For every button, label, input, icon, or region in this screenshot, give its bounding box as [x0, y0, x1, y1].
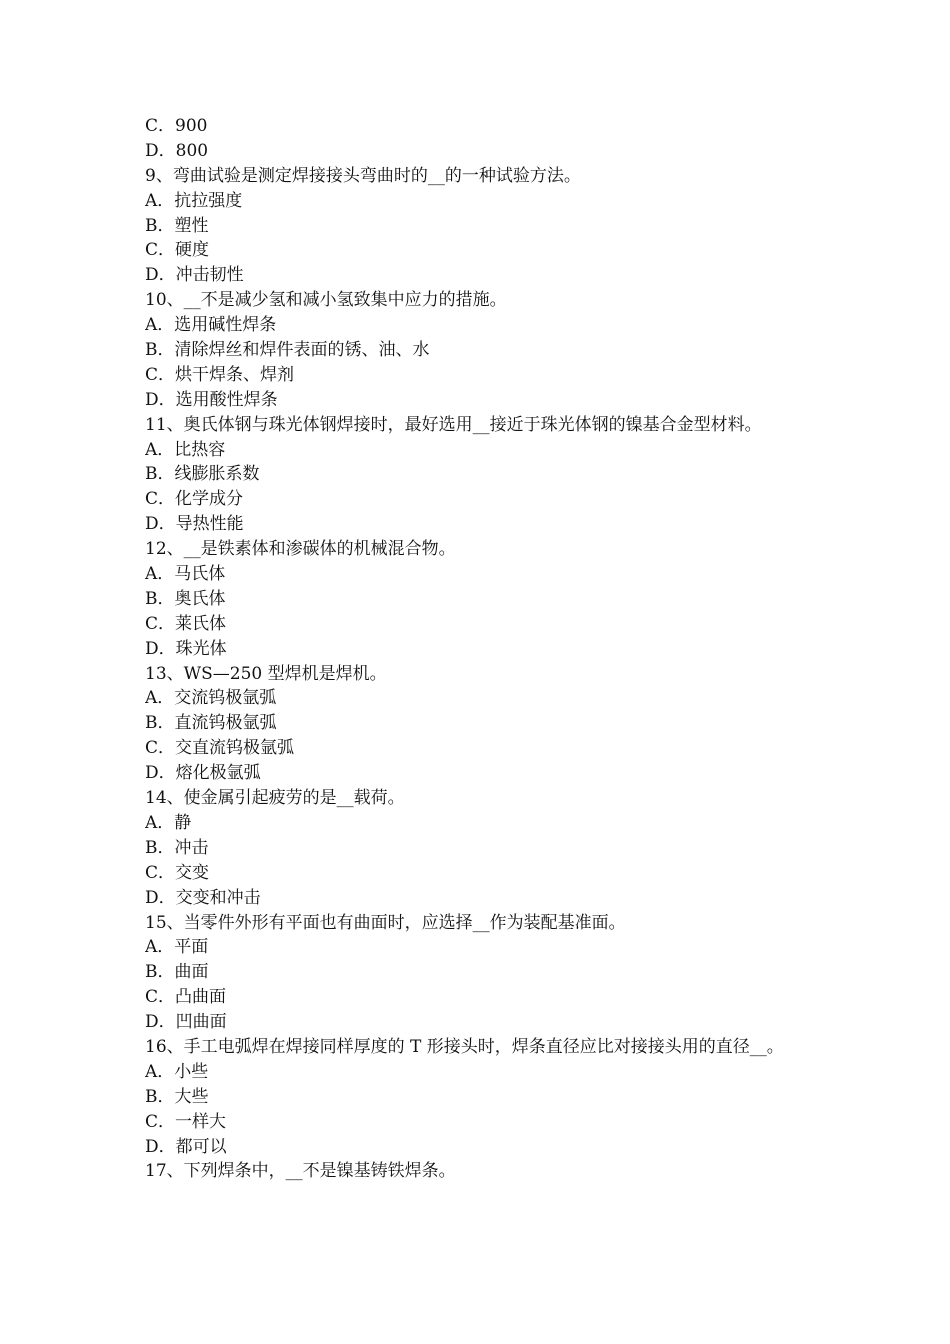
question-line: 13、WS—250 型焊机是焊机。: [145, 663, 387, 684]
option-line: D．导热性能: [145, 514, 244, 535]
option-line: C．交直流钨极氩弧: [145, 738, 295, 759]
question-line: 17、下列焊条中，__不是镍基铸铁焊条。: [145, 1161, 456, 1182]
option-line: B．直流钨极氩弧: [145, 713, 277, 734]
option-line: A．选用碱性焊条: [145, 315, 277, 336]
option-line: A．抗拉强度: [145, 190, 243, 211]
option-line: D．都可以: [145, 1136, 227, 1157]
option-line: D．800: [145, 140, 209, 161]
question-line: 11、奥氏体钢与珠光体钢焊接时，最好选用__接近于珠光体钢的镍基合金型材料。: [145, 414, 762, 435]
option-line: A．比热容: [145, 439, 226, 460]
question-line: 12、__是铁素体和渗碳体的机械混合物。: [145, 539, 456, 560]
option-line: B．清除焊丝和焊件表面的锈、油、水: [145, 340, 430, 361]
option-line: B．大些: [145, 1086, 209, 1107]
option-line: C．一样大: [145, 1111, 227, 1132]
option-line: B．塑性: [145, 215, 209, 236]
option-line: C．莱氏体: [145, 613, 227, 634]
question-line: 15、当零件外形有平面也有曲面时，应选择__作为装配基准面。: [145, 912, 626, 933]
option-line: B．曲面: [145, 962, 209, 983]
document-page: [145, 114, 815, 1184]
option-line: A．马氏体: [145, 564, 226, 585]
question-line: 14、使金属引起疲劳的是__载荷。: [145, 788, 405, 809]
option-line: D．凹曲面: [145, 1012, 227, 1033]
option-line: B．奥氏体: [145, 588, 226, 609]
option-line: D．珠光体: [145, 638, 227, 659]
option-line: B．线膨胀系数: [145, 464, 260, 485]
option-line: D．熔化极氩弧: [145, 763, 261, 784]
option-line: D．冲击韧性: [145, 265, 244, 286]
option-line: C．凸曲面: [145, 987, 227, 1008]
option-line: C．化学成分: [145, 489, 244, 510]
question-line: 9、弯曲试验是测定焊接接头弯曲时的__的一种试验方法。: [145, 165, 581, 186]
option-line: D．交变和冲击: [145, 887, 261, 908]
option-line: A．交流钨极氩弧: [145, 688, 277, 709]
question-line: 16、手工电弧焊在焊接同样厚度的 T 形接头时，焊条直径应比对接接头用的直径__。: [145, 1036, 784, 1057]
option-line: D．选用酸性焊条: [145, 389, 278, 410]
option-line: C．900: [145, 116, 208, 136]
option-line: A．静: [145, 812, 192, 833]
option-line: C．烘干焊条、焊剂: [145, 364, 295, 385]
option-line: C．硬度: [145, 240, 210, 261]
question-line: 10、__不是减少氢和减小氢致集中应力的措施。: [145, 290, 507, 311]
option-line: A．平面: [145, 937, 209, 958]
option-line: C．交变: [145, 862, 210, 883]
option-line: A．小些: [145, 1061, 209, 1082]
option-line: B．冲击: [145, 837, 209, 858]
